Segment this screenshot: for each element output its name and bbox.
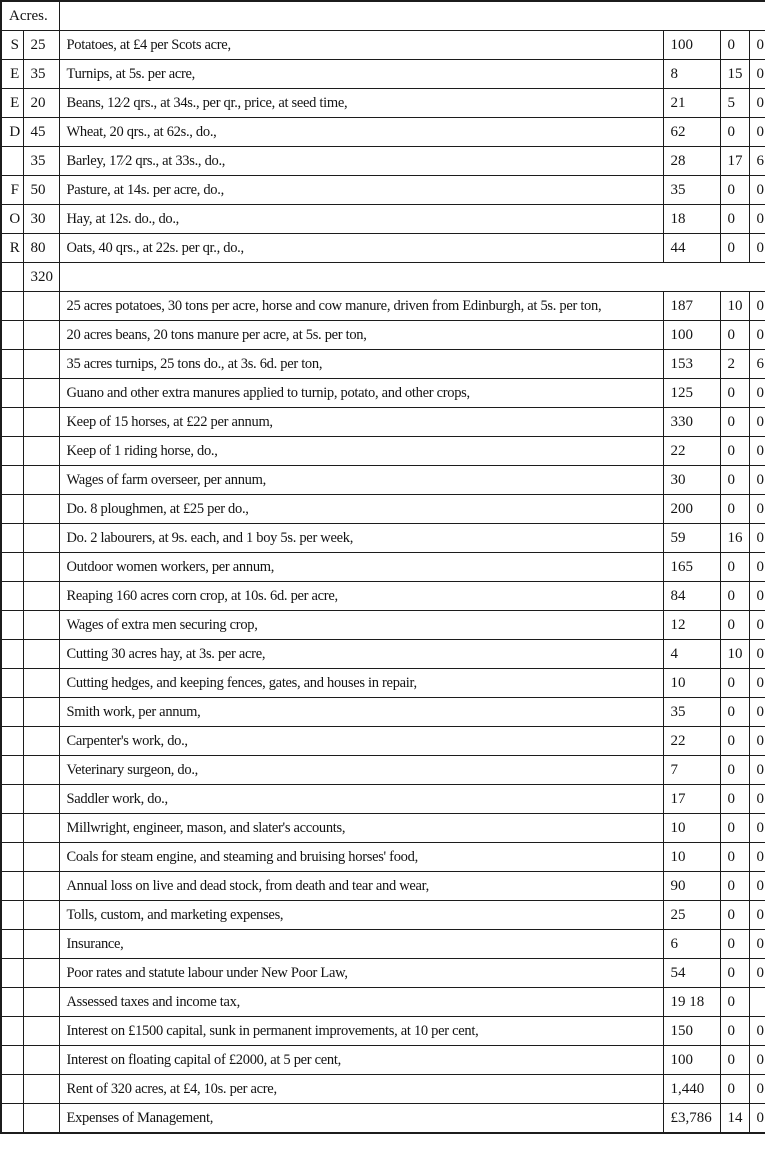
pence-cell: 0 xyxy=(749,843,765,872)
pence-cell: 0 xyxy=(749,582,765,611)
pounds-cell: 4 xyxy=(663,640,720,669)
acres-cell xyxy=(23,959,59,988)
acres-cell: 30 xyxy=(23,205,59,234)
description-cell: Insurance, xyxy=(59,930,663,959)
description-cell: Carpenter's work, do., xyxy=(59,727,663,756)
acres-cell xyxy=(23,640,59,669)
pounds-cell: £3,786 xyxy=(663,1104,720,1134)
description-cell: Cutting hedges, and keeping fences, gates, and houses in repair, xyxy=(59,669,663,698)
acres-cell xyxy=(23,524,59,553)
acres-cell: 80 xyxy=(23,234,59,263)
description-cell: Interest on £1500 capital, sunk in permanent improvements, at 10 per cent, xyxy=(59,1017,663,1046)
row-letter-cell: S xyxy=(1,31,23,60)
row-letter-cell: D xyxy=(1,118,23,147)
table-row xyxy=(1,1017,765,1046)
pounds-cell: 62 xyxy=(663,118,720,147)
row-letter-cell xyxy=(1,756,23,785)
pence-cell: 0 xyxy=(749,756,765,785)
pence-cell: 0 xyxy=(749,379,765,408)
table-row xyxy=(1,582,765,611)
pence-cell: 0 xyxy=(749,698,765,727)
header-spacer xyxy=(59,1,765,31)
pounds-cell: 30 xyxy=(663,466,720,495)
acres-cell xyxy=(23,872,59,901)
pence-cell: 6 xyxy=(749,147,765,176)
acres-cell xyxy=(23,350,59,379)
shillings-cell: 0 xyxy=(720,901,749,930)
table-row xyxy=(1,524,765,553)
pence-cell: 0 xyxy=(749,234,765,263)
shillings-cell: 0 xyxy=(720,1046,749,1075)
description-cell: Do. 2 labourers, at 9s. each, and 1 boy 5s. per week, xyxy=(59,524,663,553)
pounds-cell: 165 xyxy=(663,553,720,582)
acres-header: Acres. xyxy=(1,1,59,31)
shillings-cell: 0 xyxy=(720,321,749,350)
pounds-cell: 10 xyxy=(663,814,720,843)
acres-cell xyxy=(23,843,59,872)
description-cell: Do. 8 ploughmen, at £25 per do., xyxy=(59,495,663,524)
row-letter-cell xyxy=(1,553,23,582)
description-cell: Expenses of Management, xyxy=(59,1104,663,1134)
pounds-cell: 153 xyxy=(663,350,720,379)
row-letter-cell xyxy=(1,408,23,437)
row-letter-cell xyxy=(1,379,23,408)
row-letter-cell xyxy=(1,669,23,698)
pounds-cell: 22 xyxy=(663,727,720,756)
description-cell: Millwright, engineer, mason, and slater's accounts, xyxy=(59,814,663,843)
pounds-cell: 100 xyxy=(663,31,720,60)
shillings-cell: 0 xyxy=(720,176,749,205)
shillings-cell: 0 xyxy=(720,843,749,872)
table-row xyxy=(1,698,765,727)
acres-cell xyxy=(23,582,59,611)
row-letter-cell xyxy=(1,1075,23,1104)
acres-cell xyxy=(23,292,59,321)
description-cell: 20 acres beans, 20 tons manure per acre, at 5s. per ton, xyxy=(59,321,663,350)
table-row xyxy=(1,553,765,582)
shillings-cell: 0 xyxy=(720,495,749,524)
pounds-cell: 19 18 xyxy=(663,988,720,1017)
pence-cell: 0 xyxy=(749,1104,765,1134)
row-letter-cell xyxy=(1,263,23,292)
table-row xyxy=(1,669,765,698)
row-letter-cell: R xyxy=(1,234,23,263)
table-row xyxy=(1,1075,765,1104)
pounds-cell: 330 xyxy=(663,408,720,437)
pounds-cell: 150 xyxy=(663,1017,720,1046)
table-body xyxy=(1,1,765,1133)
acres-cell xyxy=(23,553,59,582)
acres-cell xyxy=(23,611,59,640)
description-cell: Wheat, 20 qrs., at 62s., do., xyxy=(59,118,663,147)
shillings-cell: 15 xyxy=(720,60,749,89)
description-cell: Barley, 17⁄2 qrs., at 33s., do., xyxy=(59,147,663,176)
pence-cell: 0 xyxy=(749,495,765,524)
row-letter-cell xyxy=(1,524,23,553)
acres-cell xyxy=(23,1017,59,1046)
description-cell: Smith work, per annum, xyxy=(59,698,663,727)
description-cell: Interest on floating capital of £2000, at 5 per cent, xyxy=(59,1046,663,1075)
row-letter-cell xyxy=(1,321,23,350)
pence-cell: 6 xyxy=(749,350,765,379)
description-cell: Veterinary surgeon, do., xyxy=(59,756,663,785)
row-letter-cell xyxy=(1,292,23,321)
table-row xyxy=(1,118,765,147)
shillings-cell: 17 xyxy=(720,147,749,176)
row-letter-cell xyxy=(1,147,23,176)
pence-cell: 0 xyxy=(749,408,765,437)
pounds-cell: 22 xyxy=(663,437,720,466)
row-letter-cell xyxy=(1,495,23,524)
row-letter-cell xyxy=(1,785,23,814)
pence-cell: 0 xyxy=(749,1017,765,1046)
pence-cell: 0 xyxy=(749,785,765,814)
description-cell: Hay, at 12s. do., do., xyxy=(59,205,663,234)
acres-cell xyxy=(23,379,59,408)
shillings-cell: 0 xyxy=(720,408,749,437)
pence-cell: 0 xyxy=(749,524,765,553)
acres-cell xyxy=(23,1046,59,1075)
pounds-cell: 54 xyxy=(663,959,720,988)
table-row xyxy=(1,321,765,350)
shillings-cell: 0 xyxy=(720,785,749,814)
description-cell: Potatoes, at £4 per Scots acre, xyxy=(59,31,663,60)
pence-cell xyxy=(749,988,765,1017)
pence-cell: 0 xyxy=(749,176,765,205)
acres-cell xyxy=(23,901,59,930)
shillings-cell: 0 xyxy=(720,437,749,466)
pounds-cell: 8 xyxy=(663,60,720,89)
shillings-cell: 0 xyxy=(720,205,749,234)
row-letter-cell xyxy=(1,872,23,901)
shillings-cell: 0 xyxy=(720,582,749,611)
pence-cell: 0 xyxy=(749,321,765,350)
shillings-cell: 0 xyxy=(720,234,749,263)
acres-cell xyxy=(23,930,59,959)
row-letter-cell xyxy=(1,437,23,466)
table-row xyxy=(1,205,765,234)
pounds-cell: 10 xyxy=(663,843,720,872)
row-letter-cell xyxy=(1,843,23,872)
shillings-cell: 10 xyxy=(720,292,749,321)
pounds-cell: 100 xyxy=(663,1046,720,1075)
pounds-cell: 100 xyxy=(663,321,720,350)
description-cell: Beans, 12⁄2 qrs., at 34s., per qr., price, at seed time, xyxy=(59,89,663,118)
row-letter-cell xyxy=(1,466,23,495)
description-cell: Poor rates and statute labour under New Poor Law, xyxy=(59,959,663,988)
pence-cell: 0 xyxy=(749,292,765,321)
row-letter-cell xyxy=(1,582,23,611)
table-row xyxy=(1,843,765,872)
table-row xyxy=(1,901,765,930)
pence-cell: 0 xyxy=(749,205,765,234)
description-cell: Turnips, at 5s. per acre, xyxy=(59,60,663,89)
table-row xyxy=(1,872,765,901)
shillings-cell: 0 xyxy=(720,31,749,60)
shillings-cell: 2 xyxy=(720,350,749,379)
pence-cell: 0 xyxy=(749,31,765,60)
pounds-cell: 200 xyxy=(663,495,720,524)
shillings-cell: 0 xyxy=(720,611,749,640)
acres-cell xyxy=(23,1075,59,1104)
pence-cell: 0 xyxy=(749,959,765,988)
shillings-cell: 0 xyxy=(720,669,749,698)
row-letter-cell xyxy=(1,988,23,1017)
pounds-cell: 25 xyxy=(663,901,720,930)
pounds-cell: 90 xyxy=(663,872,720,901)
description-cell: Saddler work, do., xyxy=(59,785,663,814)
table-row xyxy=(1,176,765,205)
table-row xyxy=(1,756,765,785)
acres-cell xyxy=(23,408,59,437)
description-cell: 25 acres potatoes, 30 tons per acre, horse and cow manure, driven from Edinburgh, at 5s. per ton, xyxy=(59,292,663,321)
description-cell: Wages of farm overseer, per annum, xyxy=(59,466,663,495)
table-row xyxy=(1,350,765,379)
pence-cell: 0 xyxy=(749,466,765,495)
row-letter-cell xyxy=(1,814,23,843)
pence-cell: 0 xyxy=(749,1046,765,1075)
row-letter-cell xyxy=(1,1104,23,1134)
shillings-cell: 0 xyxy=(720,466,749,495)
acres-cell xyxy=(23,814,59,843)
table-row xyxy=(1,640,765,669)
pence-cell: 0 xyxy=(749,60,765,89)
shillings-cell: 0 xyxy=(720,727,749,756)
pounds-cell: 84 xyxy=(663,582,720,611)
shillings-cell: 0 xyxy=(720,872,749,901)
table-row xyxy=(1,292,765,321)
table-row xyxy=(1,234,765,263)
shillings-cell: 0 xyxy=(720,756,749,785)
table-row xyxy=(1,1104,765,1134)
shillings-cell: 14 xyxy=(720,1104,749,1134)
pence-cell: 0 xyxy=(749,1075,765,1104)
acres-total-cell: 320 xyxy=(23,263,59,292)
acres-cell xyxy=(23,495,59,524)
row-letter-cell xyxy=(1,930,23,959)
shillings-cell: 0 xyxy=(720,1075,749,1104)
acres-cell xyxy=(23,727,59,756)
row-letter-cell xyxy=(1,959,23,988)
acres-cell xyxy=(23,321,59,350)
pounds-cell: 125 xyxy=(663,379,720,408)
pence-cell: 0 xyxy=(749,89,765,118)
pounds-cell: 17 xyxy=(663,785,720,814)
pence-cell: 0 xyxy=(749,611,765,640)
table-row xyxy=(1,988,765,1017)
table-row xyxy=(1,1046,765,1075)
acres-cell xyxy=(23,785,59,814)
acres-cell xyxy=(23,466,59,495)
table-row xyxy=(1,611,765,640)
row-letter-cell xyxy=(1,1046,23,1075)
pounds-cell: 12 xyxy=(663,611,720,640)
pounds-cell: 35 xyxy=(663,176,720,205)
table-row xyxy=(1,466,765,495)
pence-cell: 0 xyxy=(749,930,765,959)
table-row xyxy=(1,785,765,814)
description-cell: Oats, 40 qrs., at 22s. per qr., do., xyxy=(59,234,663,263)
description-cell: Rent of 320 acres, at £4, 10s. per acre, xyxy=(59,1075,663,1104)
pounds-cell: 187 xyxy=(663,292,720,321)
shillings-cell: 0 xyxy=(720,930,749,959)
description-cell: Assessed taxes and income tax, xyxy=(59,988,663,1017)
acres-cell: 35 xyxy=(23,60,59,89)
shillings-cell: 0 xyxy=(720,814,749,843)
acres-cell: 20 xyxy=(23,89,59,118)
description-cell: Annual loss on live and dead stock, from death and tear and wear, xyxy=(59,872,663,901)
shillings-cell: 5 xyxy=(720,89,749,118)
shillings-cell: 16 xyxy=(720,524,749,553)
table-row xyxy=(1,814,765,843)
description-cell: Keep of 1 riding horse, do., xyxy=(59,437,663,466)
shillings-cell: 0 xyxy=(720,959,749,988)
pounds-cell: 6 xyxy=(663,930,720,959)
pence-cell: 0 xyxy=(749,553,765,582)
table-row xyxy=(1,495,765,524)
shillings-cell: 0 xyxy=(720,553,749,582)
pounds-cell: 59 xyxy=(663,524,720,553)
acres-cell xyxy=(23,756,59,785)
row-letter-cell: O xyxy=(1,205,23,234)
description-cell: Pasture, at 14s. per acre, do., xyxy=(59,176,663,205)
row-letter-cell xyxy=(1,1017,23,1046)
pounds-cell: 7 xyxy=(663,756,720,785)
pence-cell: 0 xyxy=(749,727,765,756)
pence-cell: 0 xyxy=(749,118,765,147)
pounds-cell: 18 xyxy=(663,205,720,234)
description-cell: Cutting 30 acres hay, at 3s. per acre, xyxy=(59,640,663,669)
pounds-cell: 10 xyxy=(663,669,720,698)
shillings-cell: 10 xyxy=(720,640,749,669)
row-letter-cell: E xyxy=(1,89,23,118)
table-row xyxy=(1,31,765,60)
pounds-cell: 35 xyxy=(663,698,720,727)
shillings-cell: 0 xyxy=(720,988,749,1017)
pounds-cell: 21 xyxy=(663,89,720,118)
description-cell: Outdoor women workers, per annum, xyxy=(59,553,663,582)
acres-cell: 50 xyxy=(23,176,59,205)
shillings-cell: 0 xyxy=(720,1017,749,1046)
acres-cell xyxy=(23,988,59,1017)
table-row xyxy=(1,727,765,756)
description-cell: Coals for steam engine, and steaming and bruising horses' food, xyxy=(59,843,663,872)
pounds-cell: 1,440 xyxy=(663,1075,720,1104)
table-row xyxy=(1,60,765,89)
table-row xyxy=(1,959,765,988)
row-letter-cell: F xyxy=(1,176,23,205)
description-cell: Wages of extra men securing crop, xyxy=(59,611,663,640)
acres-cell xyxy=(23,1104,59,1134)
pence-cell: 0 xyxy=(749,669,765,698)
table-row xyxy=(1,263,765,292)
description-cell: Reaping 160 acres corn crop, at 10s. 6d. per acre, xyxy=(59,582,663,611)
table-row xyxy=(1,408,765,437)
table-row xyxy=(1,147,765,176)
table-row xyxy=(1,1,765,31)
row-letter-cell xyxy=(1,611,23,640)
pence-cell: 0 xyxy=(749,640,765,669)
shillings-cell: 0 xyxy=(720,698,749,727)
table-row xyxy=(1,89,765,118)
pence-cell: 0 xyxy=(749,901,765,930)
row-letter-cell xyxy=(1,901,23,930)
description-cell: Guano and other extra manures applied to turnip, potato, and other crops, xyxy=(59,379,663,408)
shillings-cell: 0 xyxy=(720,118,749,147)
table-row xyxy=(1,930,765,959)
pence-cell: 0 xyxy=(749,437,765,466)
acres-cell xyxy=(23,698,59,727)
row-letter-cell xyxy=(1,350,23,379)
acres-cell xyxy=(23,669,59,698)
table-row xyxy=(1,379,765,408)
pence-cell: 0 xyxy=(749,872,765,901)
row-letter-cell xyxy=(1,727,23,756)
pounds-cell: 28 xyxy=(663,147,720,176)
pence-cell: 0 xyxy=(749,814,765,843)
description-cell: Keep of 15 horses, at £22 per annum, xyxy=(59,408,663,437)
pounds-cell: 44 xyxy=(663,234,720,263)
acres-cell xyxy=(23,437,59,466)
table-row xyxy=(1,437,765,466)
description-cell: Tolls, custom, and marketing expenses, xyxy=(59,901,663,930)
total-row-spacer xyxy=(59,263,765,292)
acres-cell: 25 xyxy=(23,31,59,60)
description-cell: 35 acres turnips, 25 tons do., at 3s. 6d. per ton, xyxy=(59,350,663,379)
row-letter-cell: E xyxy=(1,60,23,89)
shillings-cell: 0 xyxy=(720,379,749,408)
row-letter-cell xyxy=(1,640,23,669)
acres-cell: 45 xyxy=(23,118,59,147)
acres-cell: 35 xyxy=(23,147,59,176)
row-letter-cell xyxy=(1,698,23,727)
